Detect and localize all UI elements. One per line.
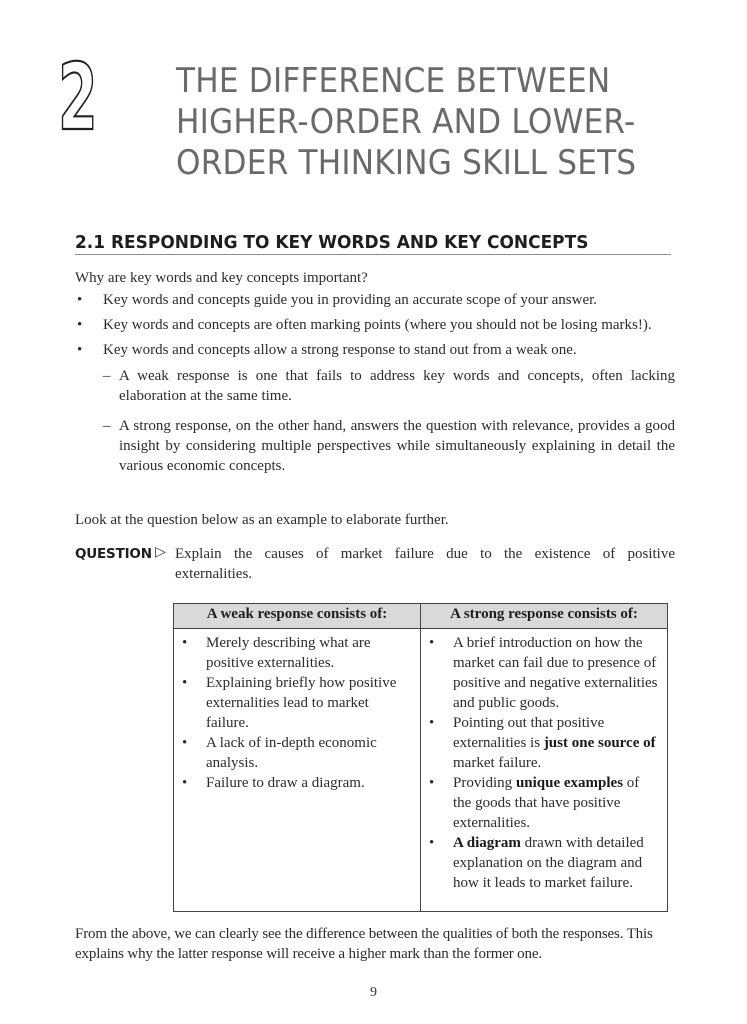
chapter-title-line: ORDER THINKING SKILL SETS — [176, 143, 637, 182]
list-item-text: Key words and concepts guide you in providing an accurate scope of your answer. — [103, 292, 598, 308]
strong-response-header: A strong response consists of: — [421, 604, 668, 629]
list-item-text: of the goods that have positive externalities. — [453, 775, 640, 831]
bullet-icon: • — [182, 775, 188, 791]
list-item — [180, 673, 412, 733]
dash-icon: – — [103, 418, 111, 434]
list-item-text: market failure. — [453, 755, 542, 771]
list-item-text: Providing — [453, 775, 516, 791]
key-words-bullet-list — [75, 290, 675, 486]
dash-icon: – — [103, 368, 111, 384]
weak-response-cell — [174, 629, 421, 912]
list-item — [180, 773, 412, 793]
list-item — [75, 340, 675, 476]
list-item — [427, 713, 659, 773]
sub-list-item — [103, 416, 675, 476]
chapter-title — [176, 60, 678, 183]
bullet-icon: • — [182, 735, 188, 751]
question-text: Explain the causes of market failure due to the existence of positive externalities. — [175, 546, 675, 582]
chapter-title-line: THE DIFFERENCE BETWEEN — [176, 61, 611, 100]
emphasis-text: unique examples — [515, 775, 624, 791]
list-item — [180, 633, 412, 673]
question-block — [75, 544, 675, 584]
bullet-icon: • — [77, 342, 83, 358]
list-item — [75, 315, 675, 335]
strong-response-list — [421, 633, 667, 893]
weak-response-header: A weak response consists of: — [174, 604, 421, 629]
list-item — [75, 290, 675, 310]
sub-list-item-text: A weak response is one that fails to address key words and concepts, often lacking elaboration at the same time. — [119, 368, 675, 404]
list-item — [427, 633, 659, 713]
sub-list-item-text: A strong response, on the other hand, answers the question with relevance, provides a good insight by considering multiple perspectives while simultaneously explaining in detail the various economic concepts. — [119, 418, 675, 474]
list-item-text: Explaining briefly how positive externalities lead to market failure. — [206, 675, 397, 731]
list-item-text: Key words and concepts allow a strong response to stand out from a weak one. — [103, 342, 577, 358]
list-item-text: drawn with detailed explanation on the diagram and how it leads to market failure. — [453, 835, 644, 891]
bullet-icon: • — [182, 675, 188, 691]
intro-question: Why are key words and key concepts important? — [75, 270, 368, 286]
question-label: QUESTION — [75, 546, 152, 562]
section-heading-text: 2.1 RESPONDING TO KEY WORDS AND KEY CONCEPTS — [75, 233, 589, 253]
list-item — [427, 833, 659, 893]
bullet-icon: • — [182, 635, 188, 651]
conclusion-text: From the above, we can clearly see the difference between the qualities of both the responses. This explains why the latter response will receive a higher mark than the former one. — [75, 926, 653, 962]
sub-bullet-list — [103, 366, 675, 476]
sub-list-item — [103, 366, 675, 406]
look-text: Look at the question below as an example to elaborate further. — [75, 512, 449, 528]
bullet-icon: • — [429, 715, 435, 731]
list-item — [427, 773, 659, 833]
list-item-text: Failure to draw a diagram. — [206, 775, 365, 791]
bullet-icon: • — [429, 635, 435, 651]
table-row — [174, 629, 668, 912]
bullet-icon: • — [77, 292, 83, 308]
emphasis-text: A diagram — [453, 835, 521, 851]
chapter-number: 2 — [58, 44, 98, 151]
response-comparison-table — [173, 603, 668, 912]
section-heading — [75, 232, 671, 255]
page-number: 9 — [370, 985, 377, 1000]
strong-response-cell — [421, 629, 668, 912]
list-item — [180, 733, 412, 773]
triangle-right-icon: ▷ — [155, 545, 166, 560]
emphasis-text: just one source of — [543, 735, 656, 751]
bullet-icon: • — [429, 775, 435, 791]
list-item-text: Merely describing what are positive externalities. — [206, 635, 371, 671]
chapter-title-line: HIGHER-ORDER AND LOWER- — [176, 102, 636, 141]
list-item-text: Key words and concepts are often marking points (where you should not be losing marks!). — [103, 317, 652, 333]
weak-response-list — [174, 633, 420, 793]
table-header-row — [174, 604, 668, 629]
bullet-icon: • — [429, 835, 435, 851]
list-item-text: Pointing out that positive externalities is — [453, 715, 605, 751]
list-item-text: A lack of in-depth economic analysis. — [206, 735, 377, 771]
list-item-text: A brief introduction on how the market can fail due to presence of positive and negative externalities and public goods. — [453, 635, 658, 711]
bullet-icon: • — [77, 317, 83, 333]
